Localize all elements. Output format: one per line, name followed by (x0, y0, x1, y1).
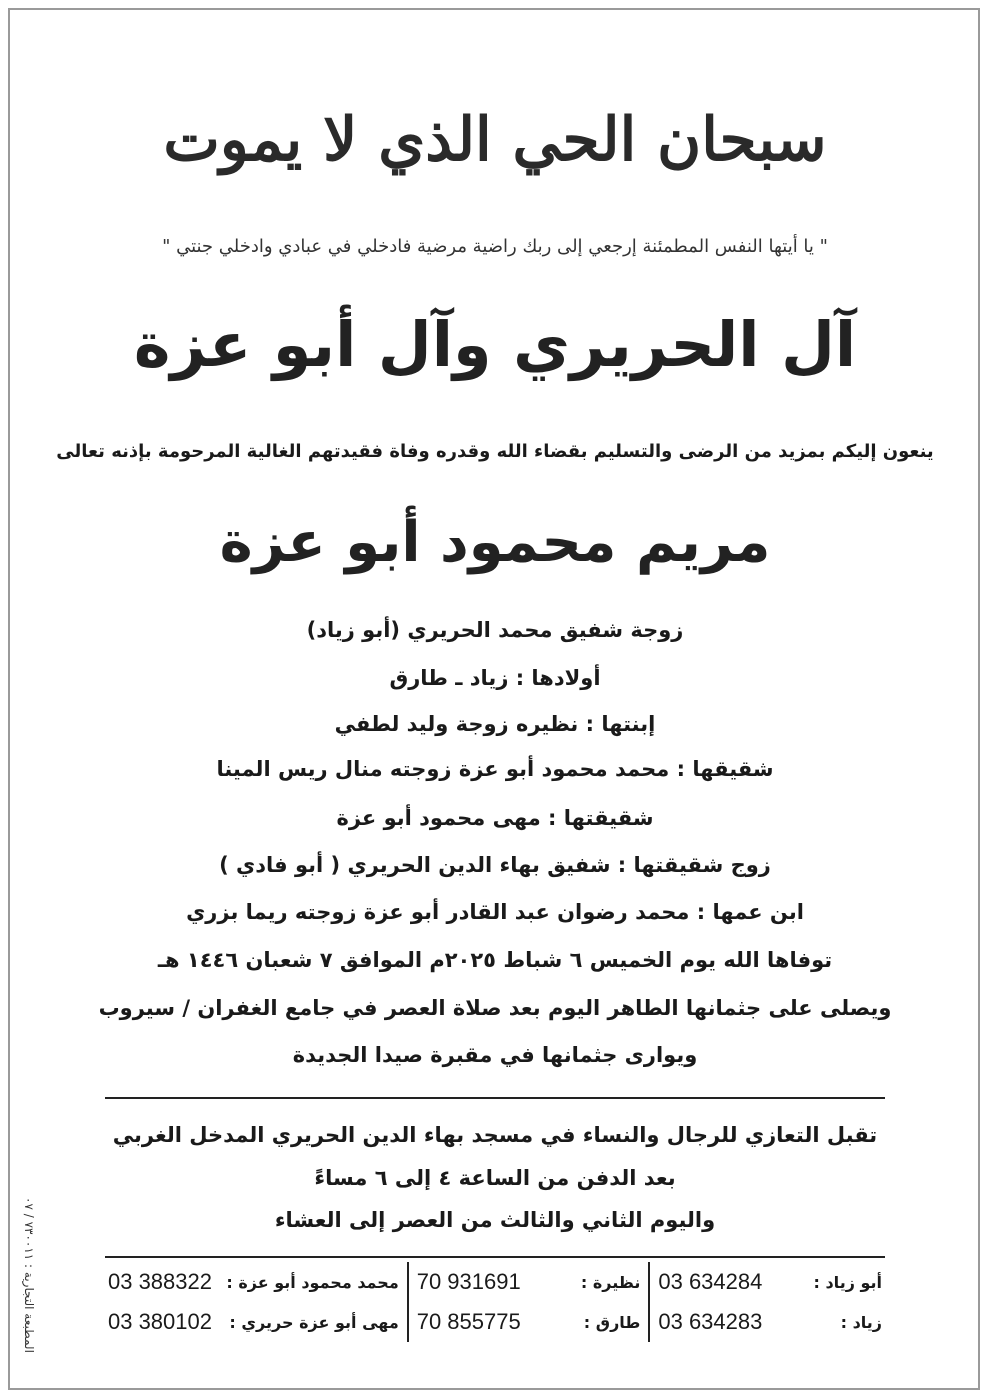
contacts-column (650, 1262, 890, 1342)
burial-line: ويوارى جثمانها في مقبرة صيدا الجديدة (292, 1043, 698, 1067)
quran-quote: " يا أيتها النفس المطمئنة إرجعي إلى ربك راضية مرضية فادخلي في عبادي وادخلي جنتي " (162, 236, 828, 257)
announcement: ينعون إليكم بمزيد من الرضى والتسليم بقضاء الله وقدره وفاة فقيدتهم الغالية المرحومة بإذنه تعالى (56, 441, 934, 462)
relative-line: ابن عمها : محمد رضوان عبد القادر أبو عزة زوجته ريما بزري (186, 900, 804, 924)
contact-name: أبو زياد : (813, 1272, 882, 1292)
contacts-column (100, 1262, 409, 1342)
condolence-line: واليوم الثاني والثالث من العصر إلى العشاء (274, 1208, 716, 1232)
contact-row (108, 1269, 399, 1295)
relative-line: زوج شقيقتها : شفيق بهاء الدين الحريري ( أبو فادي ) (219, 853, 771, 877)
contact-row (417, 1309, 641, 1335)
prayer-line: ويصلى على جثمانها الطاهر اليوم بعد صلاة العصر في جامع الغفران / سيروب (98, 996, 892, 1020)
relative-line: شقيقتها : مهى محمود أبو عزة (336, 806, 654, 830)
contact-phone: 70 855775 (416, 1309, 521, 1334)
contact-name: نظيرة : (580, 1272, 641, 1292)
contacts-table (100, 1262, 890, 1342)
families-title: آل الحريري وآل أبو عزة (133, 308, 857, 381)
contact-phone: 03 634284 (658, 1269, 763, 1294)
contact-phone: 03 380102 (107, 1309, 212, 1334)
contact-phone: 03 634283 (658, 1309, 763, 1334)
contact-row (658, 1269, 882, 1295)
condolence-line: تقبل التعازي للرجال والنساء في مسجد بهاء الدين الحريري المدخل الغربي (112, 1123, 878, 1147)
relative-line: أولادها : زياد ـ طارق (389, 666, 601, 690)
relative-line: زوجة شفيق محمد الحريري (أبو زياد) (306, 618, 684, 642)
contact-phone: 70 931691 (416, 1269, 521, 1294)
divider (105, 1097, 885, 1099)
header-calligraphy: سبحان الحي الذي لا يموت (163, 105, 827, 175)
deceased-name: مريم محمود أبو عزة (219, 510, 771, 575)
contact-row (658, 1309, 882, 1335)
contact-name: محمد محمود أبو عزة : (226, 1272, 399, 1292)
contacts-column (409, 1262, 651, 1342)
contact-phone: 03 388322 (107, 1269, 212, 1294)
printer-credit: المطبعة التجارية : ٧٣٠٠١١ / ٠٧ (22, 1197, 36, 1353)
relative-line: إبنتها : نظيره زوجة وليد لطفي (334, 712, 656, 736)
divider (105, 1256, 885, 1258)
contact-name: طارق : (583, 1312, 641, 1332)
contact-name: مهى أبو عزة حريري : (229, 1312, 399, 1332)
contact-row (108, 1309, 399, 1335)
death-date-line: توفاها الله يوم الخميس ٦ شباط ٢٠٢٥م الموافق ٧ شعبان ١٤٤٦ هـ (157, 948, 833, 972)
relative-line: شقيقها : محمد محمود أبو عزة زوجته منال ريس المينا (216, 757, 774, 781)
contact-row (417, 1269, 641, 1295)
contact-name: زياد : (840, 1312, 882, 1332)
condolence-line: بعد الدفن من الساعة ٤ إلى ٦ مساءً (314, 1166, 676, 1190)
